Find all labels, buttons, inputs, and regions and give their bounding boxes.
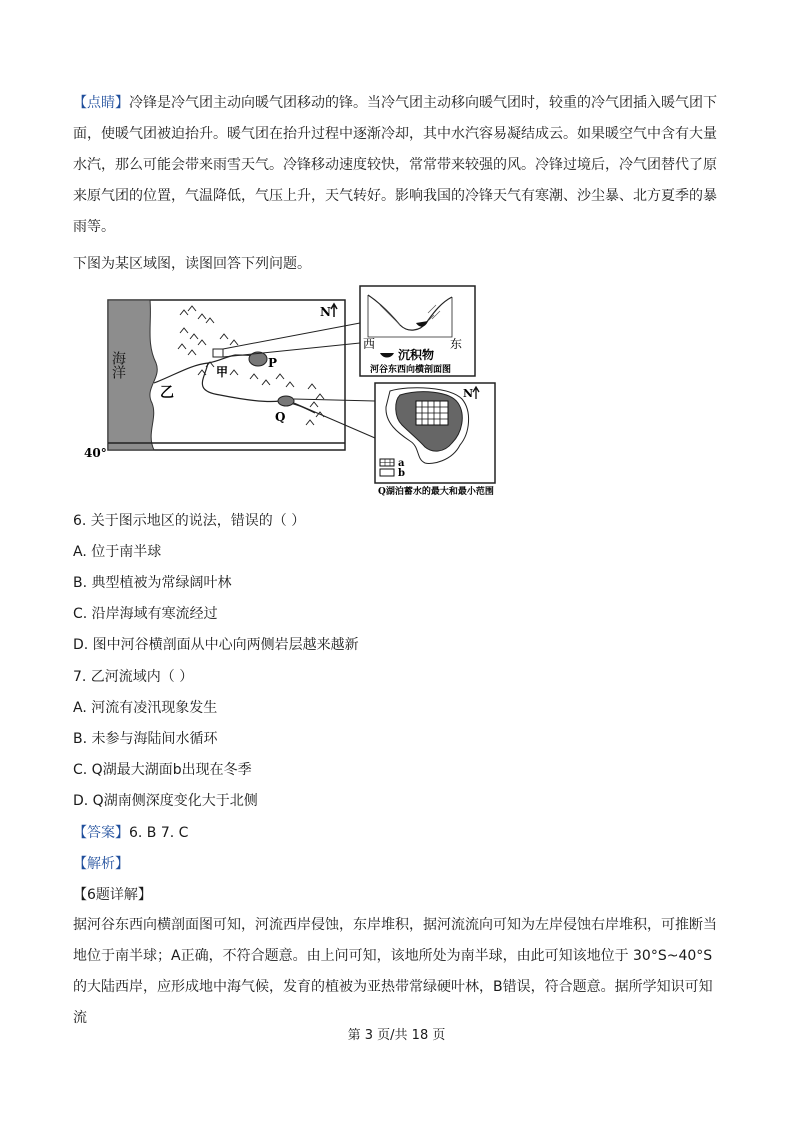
- intro-text: 下图为某区域图，读图回答下列问题。: [73, 256, 311, 272]
- page-footer: 第 3 页/共 18 页: [347, 1028, 446, 1043]
- jia-label: 甲: [216, 365, 229, 379]
- legend-b: b: [398, 468, 405, 479]
- inset2-north: N: [463, 387, 474, 400]
- inset1-west: 西: [363, 337, 376, 351]
- inset2-caption: Q湖泊蓄水的最大和最小范围: [378, 487, 494, 497]
- question-6-stem: 6. 关于图示地区的说法，错误的（ ）: [73, 513, 306, 529]
- question-6-option-b: B. 典型植被为常绿阔叶林: [73, 575, 232, 591]
- question-6-option-a: A. 位于南半球: [73, 544, 162, 560]
- question-6-option-d: D. 图中河谷横剖面从中心向两侧岩层越来越新: [73, 637, 359, 653]
- answer-label: 【答案】: [73, 825, 129, 841]
- question-6-option-c: C. 沿岸海域有寒流经过: [73, 606, 218, 622]
- dianjing-label: 【点睛】: [73, 95, 129, 111]
- question-7-option-b: B. 未参与海陆间水循环: [73, 731, 218, 747]
- inset1-east: 东: [450, 337, 463, 351]
- dianjing-paragraph: [73, 88, 723, 243]
- detail-label: 【6题详解】: [73, 887, 152, 903]
- answer-text: 6. B 7. C: [129, 825, 189, 841]
- answer-line: [73, 822, 188, 842]
- question-7-option-d: D. Q湖南侧深度变化大于北侧: [73, 793, 258, 809]
- latitude-label: 40°: [84, 446, 107, 460]
- dianjing-text: 冷锋是冷气团主动向暖气团移动的锋。当冷气团主动移向暖气团时，较重的冷气团插入暖气团下面，使暖气团被迫抬升。暖气团在抬升过程中逐渐冷却，其中水汽容易凝结成云。如果暖空气中含有大量水汽，那么可能会带来雨雪天气。冷锋移动速度较快，常常带来较强的风。冷锋过境后，冷气团替代了原来原气团的位置，气温降低，气压上升，天气转好。影响我国的冷锋天气有寒潮、沙尘暴、北方夏季的暴雨等。: [73, 95, 717, 235]
- ocean-label: 海洋: [110, 351, 126, 379]
- question-7-option-a: A. 河流有凌汛现象发生: [73, 700, 218, 716]
- north-label: N: [320, 305, 331, 319]
- legend-a: a: [398, 458, 405, 469]
- analysis-label: 【解析】: [73, 856, 129, 872]
- question-7-option-c: C. Q湖最大湖面b出现在冬季: [73, 762, 252, 778]
- detail-text: 据河谷东西向横剖面图可知，河流西岸侵蚀，东岸堆积，据河流流向可知为左岸侵蚀右岸堆积，可推断当地位于南半球；A正确，不符合题意。由上问可知，该地所处为南半球，由此可知该地位于 30°S~40°S 的大陆西岸，应形成地中海气候，发育的植被为亚热带常绿硬叶林，B错误，符合题意。据所学知识可知流: [73, 917, 717, 1026]
- region-map-figure: [80, 283, 500, 498]
- inset1-legend: 沉积物: [398, 348, 435, 362]
- question-7-stem: 7. 乙河流域内（ ）: [73, 669, 194, 685]
- inset1-caption: 河谷东西向横剖面图: [370, 365, 452, 375]
- lake-q-label: Q: [275, 410, 286, 424]
- river-label: 乙: [160, 385, 174, 401]
- lake-p-label: P: [268, 356, 278, 370]
- lake-q: [278, 396, 294, 406]
